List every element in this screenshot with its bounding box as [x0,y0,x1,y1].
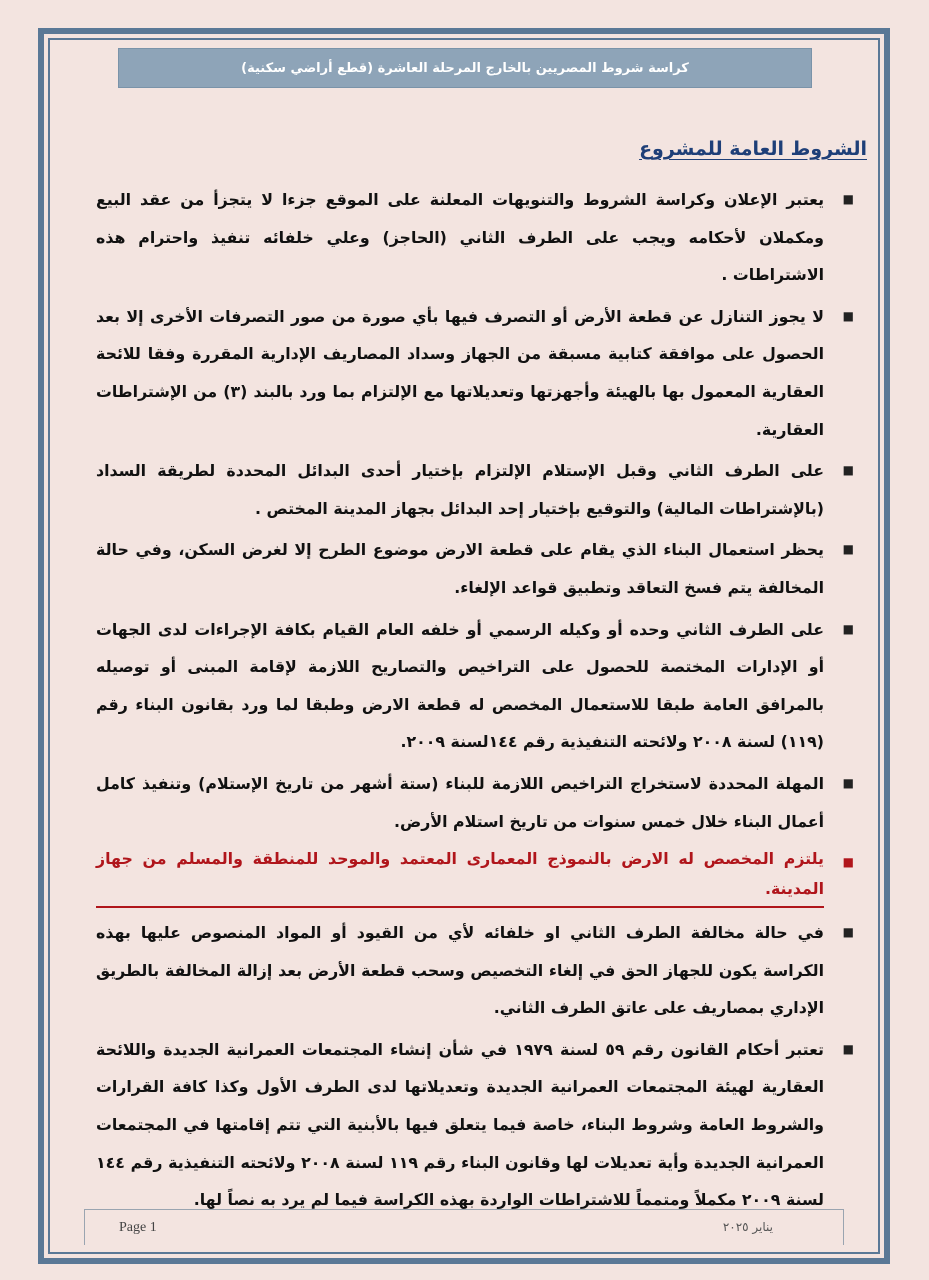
term-item [96,914,858,1027]
term-item [96,531,858,606]
term-text: لا يجوز التنازل عن قطعة الأرض أو التصرف فيها بأي صورة من صور التصرفات الأخرى إلا بعد الحصول على موافقة كتابية مسبقة من الجهاز وسداد المصاريف الإدارية المقررة وفقا للائحة العقارية المعمول بها بالهيئة وأجهزتها وتعديلاتها مع الإلتزام بما ورد بالبند (٣) من الإشتراطات العقارية. [96,306,824,439]
term-text: يحظر استعمال البناء الذي يقام على قطعة الارض موضوع الطرح إلا لغرض السكن، وفي حالة المخالفة يتم فسخ التعاقد وتطبيق قواعد الإلغاء. [96,540,824,597]
term-item [96,765,858,840]
bullet-icon: ■ [842,192,854,206]
term-item [96,1031,858,1219]
bullet-icon: ■ [842,308,854,323]
bullet-icon: ■ [842,1041,854,1056]
terms-list [96,181,858,1223]
page-number: Page 1 [119,1220,157,1235]
term-item [96,298,858,448]
bullet-icon: ■ [842,775,854,790]
bullet-icon: ■ [842,621,854,636]
term-item [96,452,858,527]
document-header [118,48,812,88]
term-text: في حالة مخالفة الطرف الثاني او خلفائه لأي من القيود أو المواد المنصوص عليها بهذه الكراسة يكون للجهاز الحق في إلغاء التخصيص وسحب قطعة الأرض بعد إزالة المخالفة بالطريق الإداري بمصاريف على عاتق الطرف الثاني. [96,923,824,1018]
term-text: تعتبر أحكام القانون رقم ٥٩ لسنة ١٩٧٩ في شأن إنشاء المجتمعات العمرانية الجديدة واللائحة العقارية لهيئة المجتمعات العمرانية الجديدة وتعديلاتها لدى الطرف الأول وكذا كافة القرارات والشروط العامة وشروط البناء، خاصة فيما يتعلق فيها بالأبنية التي تتم إقامتها في المجتمعات العمرانية الجديدة وأية تعديلات لها وقانون البناء رقم ١١٩ لسنة ٢٠٠٨ ولائحته التنفيذية رقم ١٤٤ لسنة ٢٠٠٩ مكملاً ومتمماً للاشتراطات الواردة بهذه الكراسة فيما لم يرد به نصاً لها. [96,1039,824,1210]
term-text: على الطرف الثاني وحده أو وكيله الرسمي أو خلفه العام القيام بكافة الإجراءات لدى الجهات أو الإدارات المختصة للحصول على التراخيص والتصاريح اللازمة لإقامة المبنى أو توصيله بالمرافق العامة طبقا للاستعمال المخصص له قطعة الارض وطبقا لما ورد بقانون البناء رقم (١١٩) لسنة ٢٠٠٨ ولائحته التنفيذية رقم ١٤٤لسنة ٢٠٠٩. [96,619,824,752]
term-text: المهلة المحددة لاستخراج التراخيص اللازمة للبناء (ستة أشهر من تاريخ الإستلام) وتنفيذ كامل أعمال البناء خلال خمس سنوات من تاريخ استلام الأرض. [96,773,824,831]
term-text: على الطرف الثاني وقبل الإستلام الإلتزام بإختيار أحدى البدائل المحددة لطريقة السداد (بالإشتراطات المالية) والتوقيع بإختيار إحد البدائل بجهاز المدينة المختص . [96,461,824,518]
term-text: يعتبر الإعلان وكراسة الشروط والتنويهات المعلنة على الموقع جزءا لا يتجزأ من عقد البيع ومكملان لأحكامه ويجب على الطرف الثاني (الحاجز) وعلي خلفائه تنفيذ واحترام هذه الاشتراطات . [96,190,824,285]
term-item [96,181,858,294]
bullet-icon: ■ [842,855,854,870]
bullet-icon: ■ [842,542,854,557]
term-item [96,611,858,761]
bullet-icon: ■ [842,925,854,940]
bullet-icon: ■ [842,463,854,478]
footer-date: يناير ٢٠٢٥ [722,1220,773,1234]
document-header-title: كراسة شروط المصريين بالخارج المرحلة العاشرة (قطع أراضي سكنية) [241,60,689,76]
section-title: الشروط العامة للمشروع [639,138,867,160]
term-item-highlighted [96,844,858,908]
page-footer [84,1209,844,1245]
term-text-highlighted: يلتزم المخصص له الارض بالنموذج المعمارى المعتمد والموحد للمنطقة والمسلم من جهاز المدينة. [96,844,824,908]
